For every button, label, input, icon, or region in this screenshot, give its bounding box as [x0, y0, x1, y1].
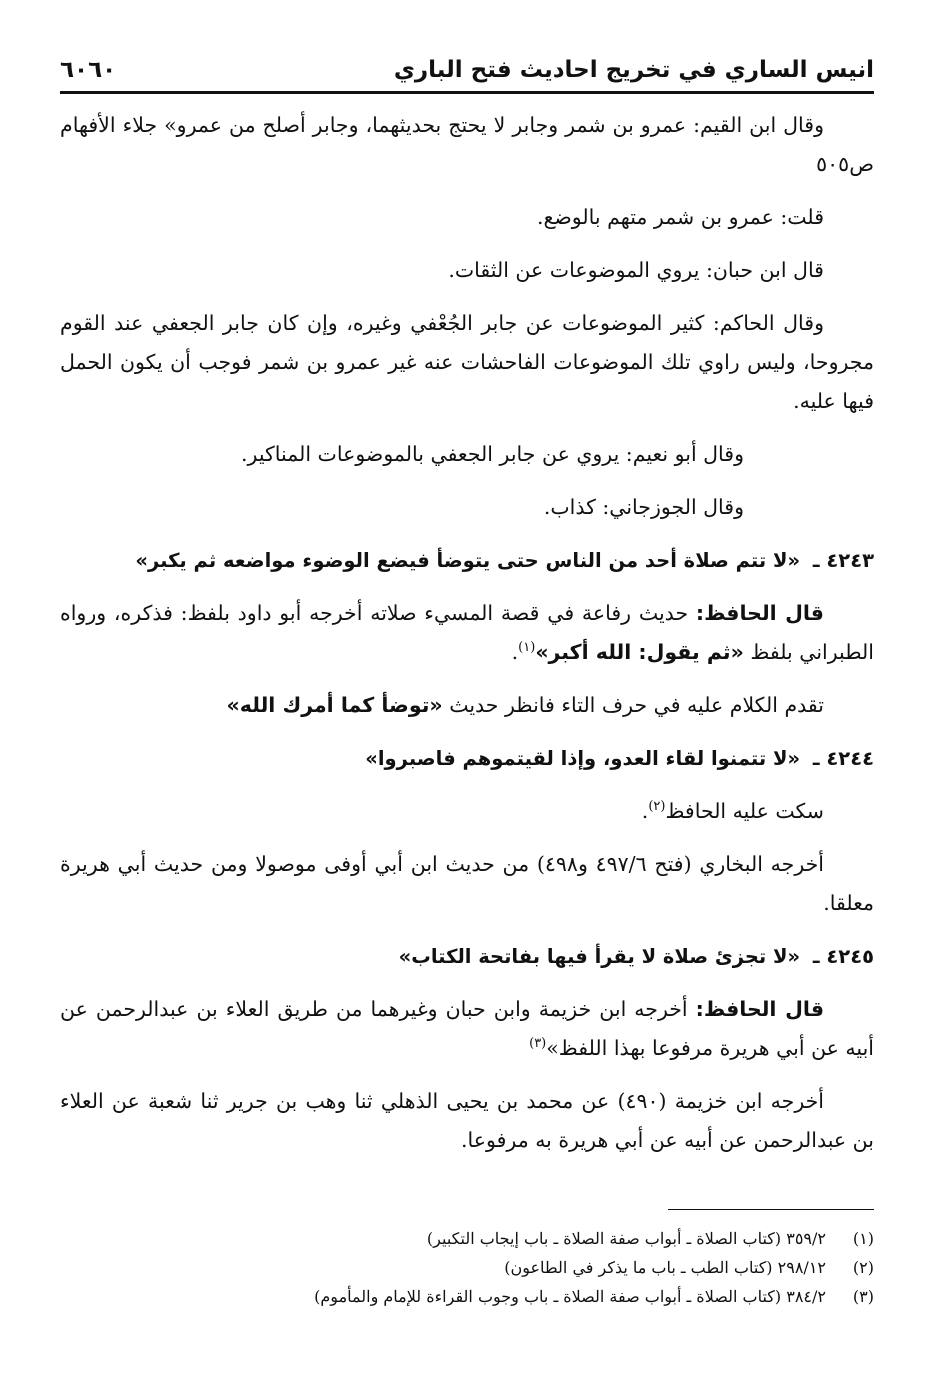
hafiz-label: قال الحافظ:: [695, 997, 824, 1021]
footnote-rule: [668, 1209, 874, 1210]
comment-text: سكت عليه الحافظ: [665, 799, 824, 823]
hadith-text: «لا تتم صلاة أحد من الناس حتى يتوضأ فيضع الوضوء مواضعه ثم يكبر»: [135, 549, 801, 572]
hadith-number: ٤٢٤٣ ـ: [812, 549, 874, 572]
comment-text: أخرجه ابن خزيمة وابن حبان وغيرهما من طريق العلاء بن عبدالرحمن عن أبيه عن أبي هريرة مرفوعا بهذا اللفظ»: [60, 997, 874, 1060]
hadith-4245-heading: [60, 937, 874, 976]
paragraph-juzjani: وقال الجوزجاني: كذاب.: [543, 495, 744, 519]
running-header: [60, 52, 874, 88]
footnote-item: [60, 1224, 874, 1253]
comment-text: حديث رفاعة في قصة المسيء صلاته أخرجه أبو داود بلفظ: فذكره، ورواه الطبراني بلفظ: [60, 601, 874, 664]
hadith-4244-takhrij: أخرجه البخاري (فتح ٤٩٧/٦ و٤٩٨) من حديث ابن أبي أوفى موصولا ومن حديث أبي هريرة معلقا.: [60, 852, 874, 915]
paragraph-ibn-hibban: قال ابن حبان: يروي الموضوعات عن الثقات.: [448, 258, 824, 282]
hadith-4244-heading: [60, 739, 874, 778]
footnote-text: ٣٥٩/٢ (كتاب الصلاة ـ أبواب صفة الصلاة ـ باب إيجاب التكبير): [426, 1229, 826, 1248]
paragraph-qultu: قلت: عمرو بن شمر متهم بالوضع.: [536, 205, 824, 229]
quoted-phrase: «ثم يقول: الله أكبر»: [535, 640, 744, 664]
footnote-ref-2: (٢): [648, 799, 666, 815]
page-number: ٦٠٦٠: [60, 57, 117, 83]
paragraph-hakim: وقال الحاكم: كثير الموضوعات عن جابر الجُعْفي وغيره، وإن كان جابر الجعفي عند القوم مجروحا، وليس راوي تلك الموضوعات الفاحشات عنه غير عمرو بن شمر فوجب أن يكون الحمل فيها عليه.: [60, 311, 874, 413]
hadith-4245-comment: [60, 990, 874, 1068]
paragraph-ibn-qayyim: وقال ابن القيم: عمرو بن شمر وجابر لا يحتج بحديثهما، وجابر أصلح من عمرو» جلاء الأفهام ص٥٠٥: [60, 113, 874, 176]
quoted-phrase: «توضأ كما أمرك الله»: [226, 693, 443, 717]
footnote-text: ٣٨٤/٢ (كتاب الصلاة ـ أبواب صفة الصلاة ـ باب وجوب القراءة للإمام والمأموم): [314, 1287, 826, 1306]
hadith-number: ٤٢٤٤ ـ: [812, 747, 874, 770]
main-text: [60, 106, 874, 1174]
footnote-marker: (٢): [852, 1258, 874, 1277]
footnote-item: [60, 1282, 874, 1311]
footnote-item: [60, 1253, 874, 1282]
hadith-text: «لا تجزئ صلاة لا يقرأ فيها بفاتحة الكتاب»: [398, 945, 801, 968]
hadith-4243-comment: قال الحافظ: حديث رفاعة في قصة المسيء صلاته أخرجه أبو داود بلفظ: فذكره، ورواه الطبراني بلفظ «ثم يقول: الله أكبر»$^{(١)}$.: [60, 601, 874, 664]
hadith-4245-takhrij: أخرجه ابن خزيمة (٤٩٠) عن محمد بن يحيى الذهلي ثنا وهب بن جرير ثنا شعبة عن العلاء بن عبدالرحمن عن أبيه عن أبي هريرة به مرفوعا.: [60, 1089, 874, 1152]
footnote-ref-3: (٣): [529, 1036, 547, 1052]
header-rule: [60, 91, 874, 94]
crossref-text: تقدم الكلام عليه في حرف التاء فانظر حديث: [449, 693, 824, 717]
book-title: انيس الساري في تخريج احاديث فتح الباري: [393, 57, 874, 83]
paragraph-abu-nuaym: وقال أبو نعيم: يروي عن جابر الجعفي بالموضوعات المناكير.: [241, 442, 744, 466]
footnote-ref-1: (١): [518, 640, 536, 656]
hadith-4244-comment: سكت عليه الحافظ$^{(٢)}$.: [641, 799, 824, 823]
footnote-marker: (٣): [852, 1287, 874, 1306]
footnote-marker: (١): [852, 1229, 874, 1248]
footnotes: [60, 1224, 874, 1311]
hafiz-label: قال الحافظ:: [695, 601, 824, 625]
hadith-text: «لا تتمنوا لقاء العدو، وإذا لقيتموهم فاصبروا»: [365, 747, 801, 770]
hadith-4243-heading: [60, 541, 874, 580]
hadith-number: ٤٢٤٥ ـ: [812, 945, 874, 968]
hadith-4243-crossref: [60, 686, 874, 725]
footnote-text: ٢٩٨/١٢ (كتاب الطب ـ باب ما يذكر في الطاعون): [504, 1258, 826, 1277]
